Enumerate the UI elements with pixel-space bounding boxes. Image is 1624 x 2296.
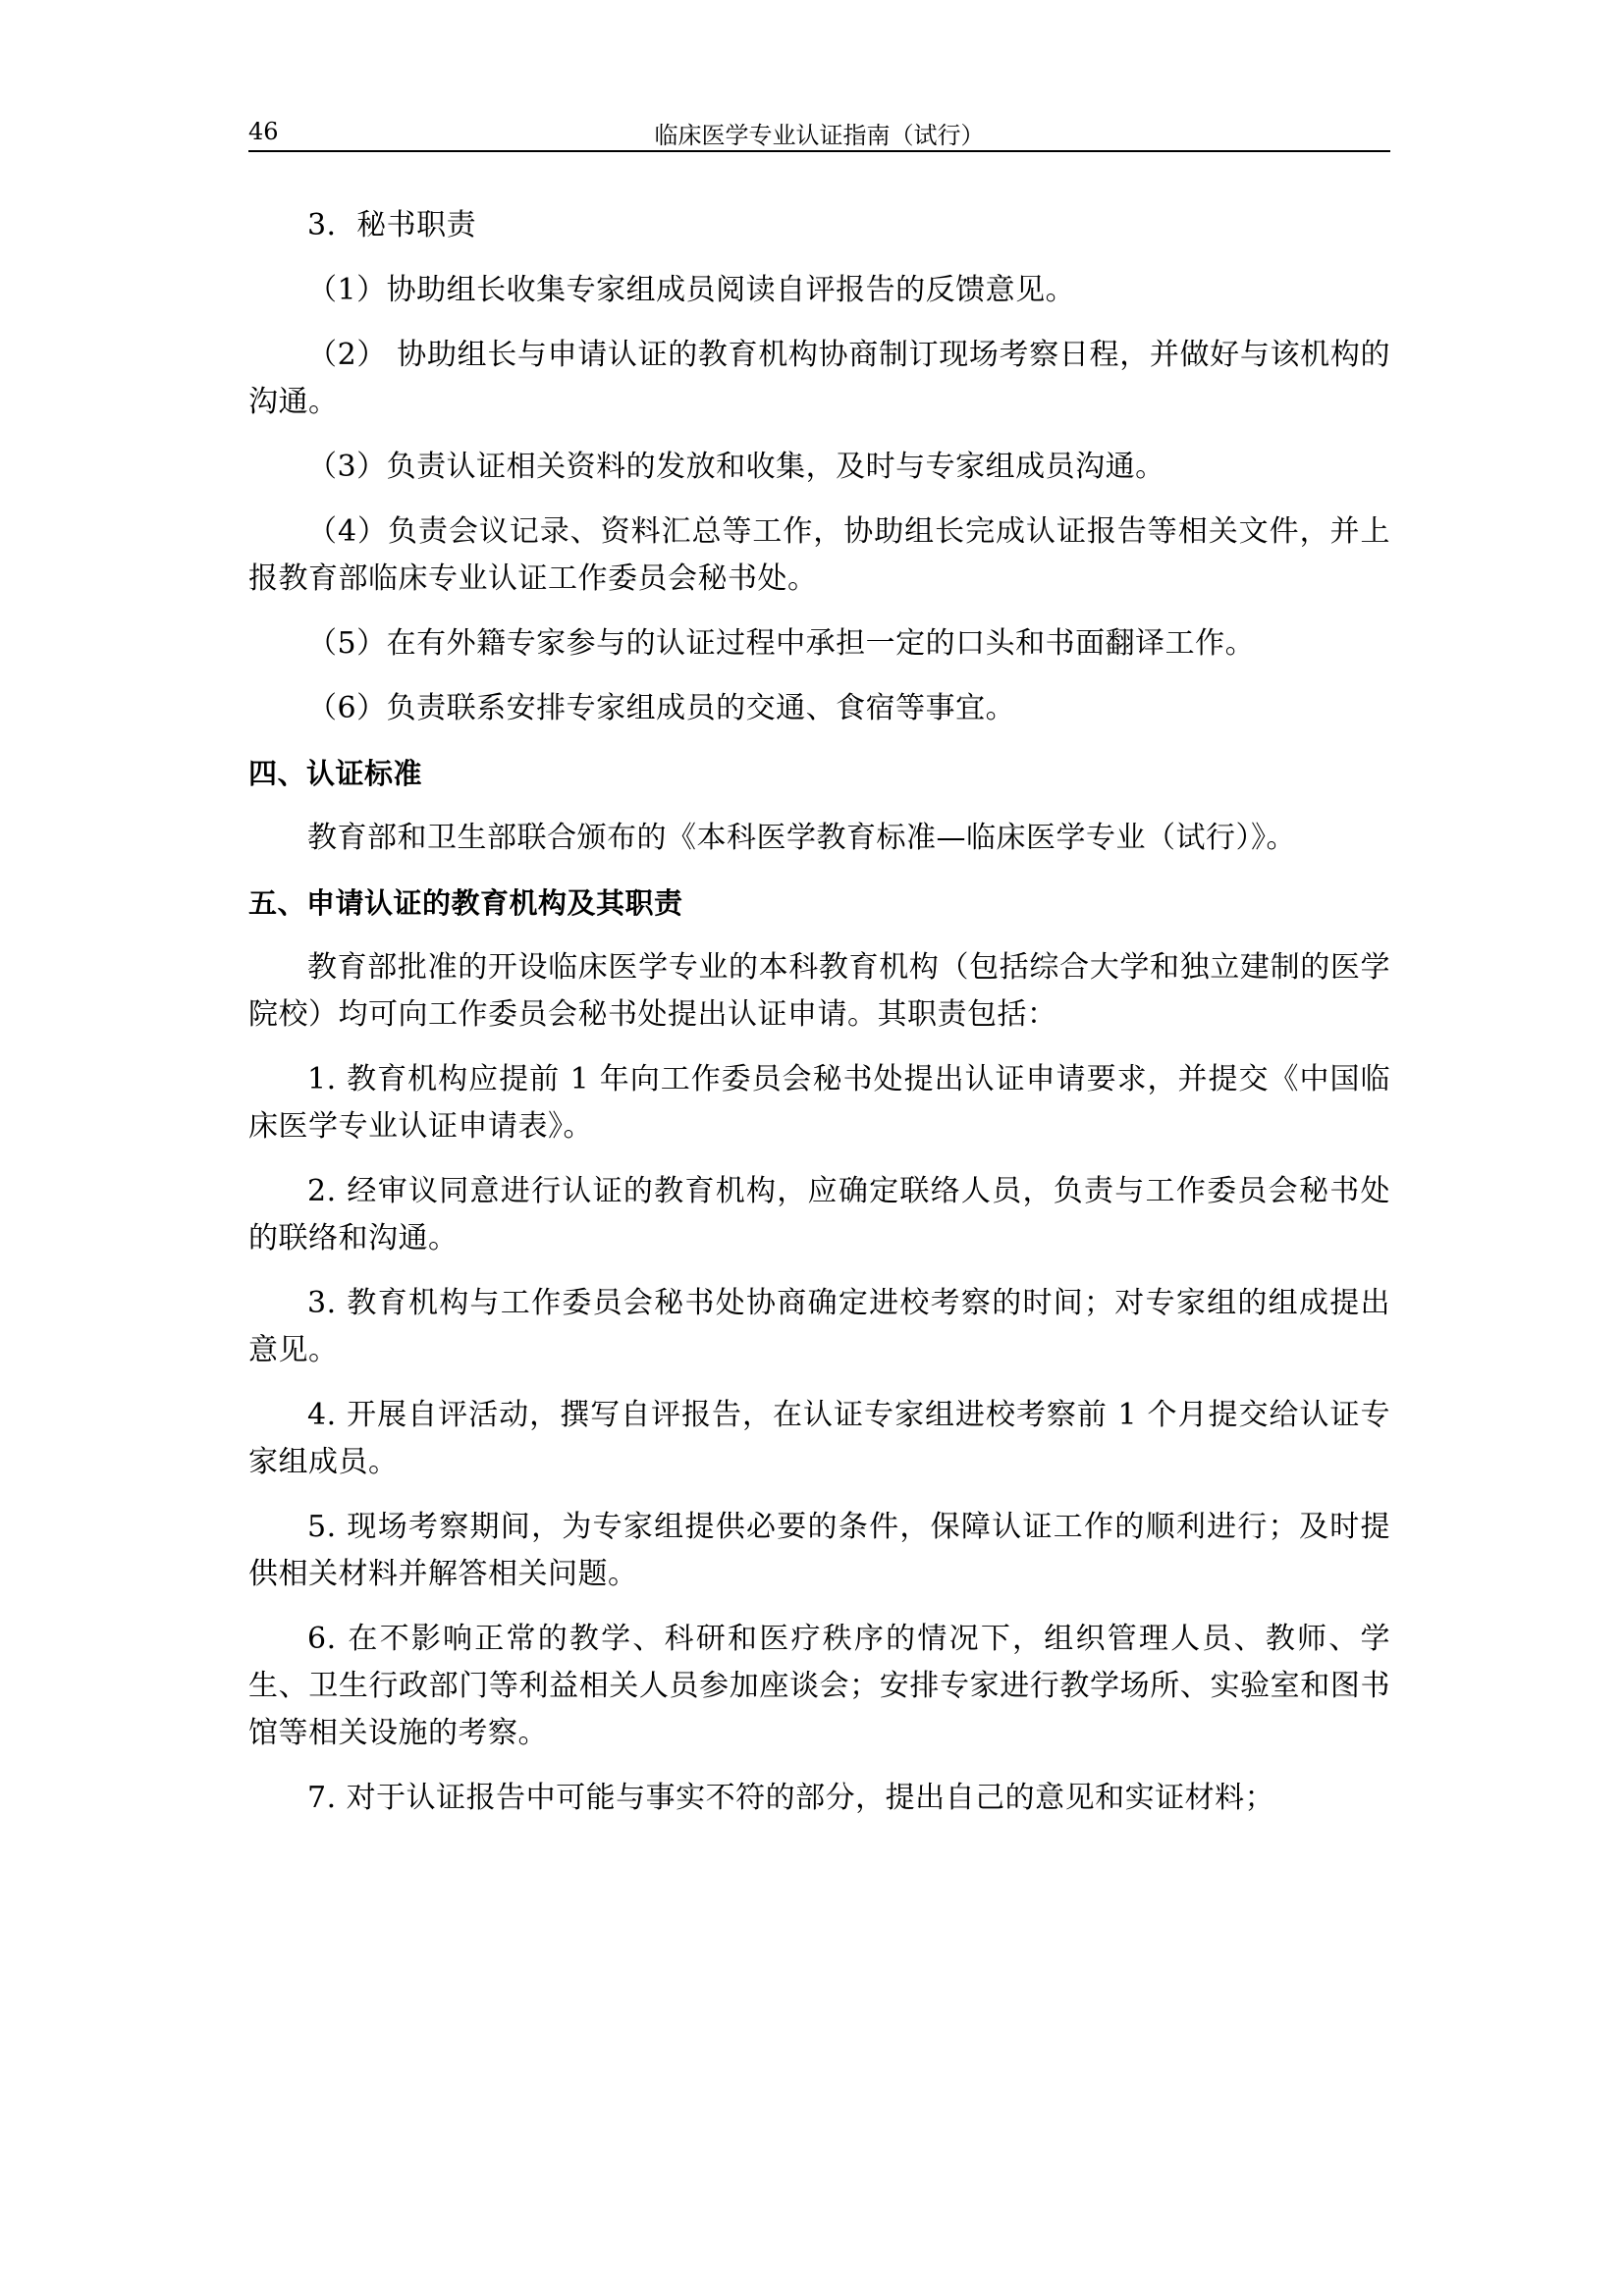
section-heading: 四、认证标准 [248, 757, 423, 790]
body-paragraph: （3）负责认证相关资料的发放和收集，及时与专家组成员沟通。 [307, 450, 1165, 484]
body-paragraph: 1. 教育机构应提前 1 年向工作委员会秘书处提出认证申请要求，并提交《中国临床医学专业认证申请表》。 [248, 1062, 1390, 1144]
section-heading: 五、申请认证的教育机构及其职责 [248, 886, 683, 920]
running-title: 临床医学专业认证指南（试行） [654, 122, 985, 149]
body-paragraph: 5. 现场考察期间，为专家组提供必要的条件，保障认证工作的顺利进行；及时提供相关材料并解答相关问题。 [248, 1510, 1390, 1591]
body-paragraph: 2. 经审议同意进行认证的教育机构，应确定联络人员，负责与工作委员会秘书处的联络和沟通。 [248, 1174, 1390, 1255]
page-header [248, 110, 1390, 149]
header-rule [248, 150, 1390, 152]
body-paragraph: 教育部批准的开设临床医学专业的本科教育机构（包括综合大学和独立建制的医学院校）均可向工作委员会秘书处提出认证申请。其职责包括： [248, 950, 1390, 1032]
page-number: 46 [248, 118, 279, 145]
body-paragraph: （6）负责联系安排专家组成员的交通、食宿等事宜。 [307, 691, 1016, 725]
body-paragraph: （2） 协助组长与申请认证的教育机构协商制订现场考察日程，并做好与该机构的沟通。 [248, 338, 1390, 419]
body-paragraph: 3．秘书职责 [307, 208, 477, 242]
body-paragraph: （4）负责会议记录、资料汇总等工作，协助组长完成认证报告等相关文件，并上报教育部临床专业认证工作委员会秘书处。 [248, 514, 1390, 596]
body-paragraph: （5）在有外籍专家参与的认证过程中承担一定的口头和书面翻译工作。 [307, 626, 1256, 661]
body-paragraph: （1）协助组长收集专家组成员阅读自评报告的反馈意见。 [307, 273, 1076, 307]
body-paragraph: 3. 教育机构与工作委员会秘书处协商确定进校考察的时间；对专家组的组成提出意见。 [248, 1286, 1390, 1367]
body-paragraph: 4. 开展自评活动，撰写自评报告，在认证专家组进校考察前 1 个月提交给认证专家组成员。 [248, 1398, 1390, 1479]
body-paragraph: 教育部和卫生部联合颁布的《本科医学教育标准—临床医学专业（试行）》。 [307, 821, 1296, 855]
body-paragraph: 6. 在不影响正常的教学、科研和医疗秩序的情况下，组织管理人员、教师、学生、卫生行政部门等利益相关人员参加座谈会；安排专家进行教学场所、实验室和图书馆等相关设施的考察。 [248, 1622, 1390, 1750]
body-paragraph: 7. 对于认证报告中可能与事实不符的部分，提出自己的意见和实证材料； [307, 1781, 1275, 1815]
page-body [248, 202, 1390, 1840]
